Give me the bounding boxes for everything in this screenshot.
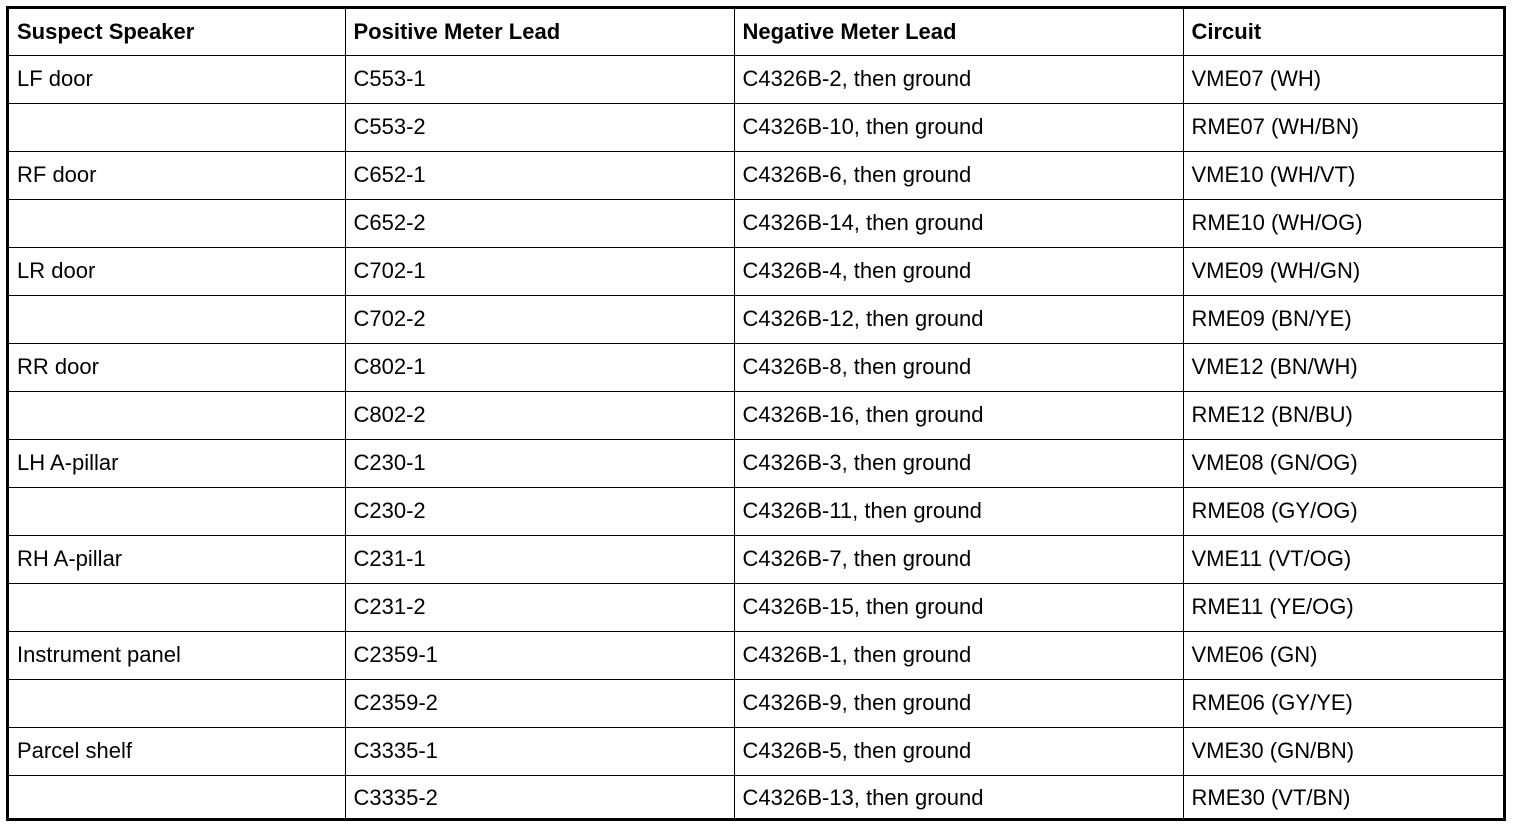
cell-suspect-speaker (9, 487, 345, 535)
cell-suspect-speaker: LR door (9, 247, 345, 295)
cell-positive-meter-lead: C802-1 (345, 343, 734, 391)
table-row (9, 631, 1503, 679)
cell-circuit: VME08 (GN/OG) (1183, 439, 1503, 487)
cell-suspect-speaker: RH A-pillar (9, 535, 345, 583)
cell-suspect-speaker: LH A-pillar (9, 439, 345, 487)
cell-suspect-speaker: RF door (9, 151, 345, 199)
speaker-circuit-table (9, 9, 1503, 821)
cell-negative-meter-lead: C4326B-4, then ground (734, 247, 1183, 295)
cell-negative-meter-lead: C4326B-11, then ground (734, 487, 1183, 535)
table-row (9, 775, 1503, 821)
cell-positive-meter-lead: C652-2 (345, 199, 734, 247)
cell-suspect-speaker (9, 295, 345, 343)
cell-positive-meter-lead: C2359-2 (345, 679, 734, 727)
table-row (9, 247, 1503, 295)
cell-circuit: RME30 (VT/BN) (1191, 785, 1351, 811)
cell-negative-meter-lead: C4326B-9, then ground (734, 679, 1183, 727)
table-row (9, 727, 1503, 775)
table-row (9, 151, 1503, 199)
cell-negative-meter-lead: C4326B-2, then ground (734, 55, 1183, 103)
speaker-circuit-table-frame (6, 6, 1506, 821)
table-row (9, 583, 1503, 631)
cell-circuit: RME07 (WH/BN) (1183, 103, 1503, 151)
table-row (9, 103, 1503, 151)
cell-negative-meter-lead: C4326B-15, then ground (734, 583, 1183, 631)
table-row (9, 343, 1503, 391)
cell-suspect-speaker (9, 391, 345, 439)
cell-circuit: VME10 (WH/VT) (1183, 151, 1503, 199)
cell-negative-meter-lead: C4326B-6, then ground (734, 151, 1183, 199)
table-row (9, 199, 1503, 247)
table-row (9, 487, 1503, 535)
cell-negative-meter-lead: C4326B-3, then ground (734, 439, 1183, 487)
header-negative-meter-lead: Negative Meter Lead (734, 9, 1183, 55)
cell-positive-meter-lead: C3335-2 (345, 775, 734, 821)
cell-positive-meter-lead: C553-2 (345, 103, 734, 151)
cell-negative-meter-lead: C4326B-10, then ground (734, 103, 1183, 151)
cell-suspect-speaker: Parcel shelf (9, 727, 345, 775)
table-row (9, 439, 1503, 487)
header-circuit: Circuit (1183, 9, 1503, 55)
table-header (9, 9, 1503, 55)
cell-circuit: VME06 (GN) (1183, 631, 1503, 679)
cell-positive-meter-lead: C231-1 (345, 535, 734, 583)
table-row (9, 535, 1503, 583)
cell-circuit: VME12 (BN/WH) (1183, 343, 1503, 391)
cell-positive-meter-lead: C231-2 (345, 583, 734, 631)
cell-positive-meter-lead: C3335-1 (345, 727, 734, 775)
cell-suspect-speaker: Instrument panel (9, 631, 345, 679)
table-row (9, 295, 1503, 343)
cell-circuit: RME08 (GY/OG) (1183, 487, 1503, 535)
cell-positive-meter-lead: C553-1 (345, 55, 734, 103)
cell-positive-meter-lead: C702-2 (345, 295, 734, 343)
cell-suspect-speaker (9, 583, 345, 631)
table-body (9, 55, 1503, 821)
cell-positive-meter-lead: C702-1 (345, 247, 734, 295)
header-row (9, 9, 1503, 55)
cell-circuit: VME07 (WH) (1183, 55, 1503, 103)
header-positive-meter-lead: Positive Meter Lead (345, 9, 734, 55)
cell-suspect-speaker (9, 775, 345, 821)
cell-circuit: VME30 (GN/BN) (1183, 727, 1503, 775)
cell-negative-meter-lead: C4326B-13, then ground (734, 775, 1183, 821)
cell-positive-meter-lead: C230-2 (345, 487, 734, 535)
cell-negative-meter-lead: C4326B-8, then ground (734, 343, 1183, 391)
cell-positive-meter-lead: C230-1 (345, 439, 734, 487)
cell-circuit: RME12 (BN/BU) (1183, 391, 1503, 439)
cell-negative-meter-lead: C4326B-14, then ground (734, 199, 1183, 247)
cell-positive-meter-lead: C2359-1 (345, 631, 734, 679)
cell-negative-meter-lead: C4326B-7, then ground (734, 535, 1183, 583)
cell-negative-meter-lead: C4326B-1, then ground (734, 631, 1183, 679)
cell-suspect-speaker (9, 103, 345, 151)
header-suspect-speaker: Suspect Speaker (9, 9, 345, 55)
cell-circuit: VME09 (WH/GN) (1183, 247, 1503, 295)
cell-circuit: RME09 (BN/YE) (1183, 295, 1503, 343)
cell-negative-meter-lead: C4326B-12, then ground (734, 295, 1183, 343)
cell-suspect-speaker (9, 199, 345, 247)
cell-circuit: RME11 (YE/OG) (1183, 583, 1503, 631)
cell-suspect-speaker: RR door (9, 343, 345, 391)
cell-suspect-speaker: LF door (9, 55, 345, 103)
table-row (9, 55, 1503, 103)
cell-circuit: RME10 (WH/OG) (1183, 199, 1503, 247)
cell-suspect-speaker (9, 679, 345, 727)
table-row (9, 391, 1503, 439)
cell-negative-meter-lead: C4326B-16, then ground (734, 391, 1183, 439)
cell-circuit: VME11 (VT/OG) (1183, 535, 1503, 583)
cell-circuit: RME06 (GY/YE) (1183, 679, 1503, 727)
cell-negative-meter-lead: C4326B-5, then ground (734, 727, 1183, 775)
cell-positive-meter-lead: C652-1 (345, 151, 734, 199)
table-row (9, 679, 1503, 727)
cell-positive-meter-lead: C802-2 (345, 391, 734, 439)
